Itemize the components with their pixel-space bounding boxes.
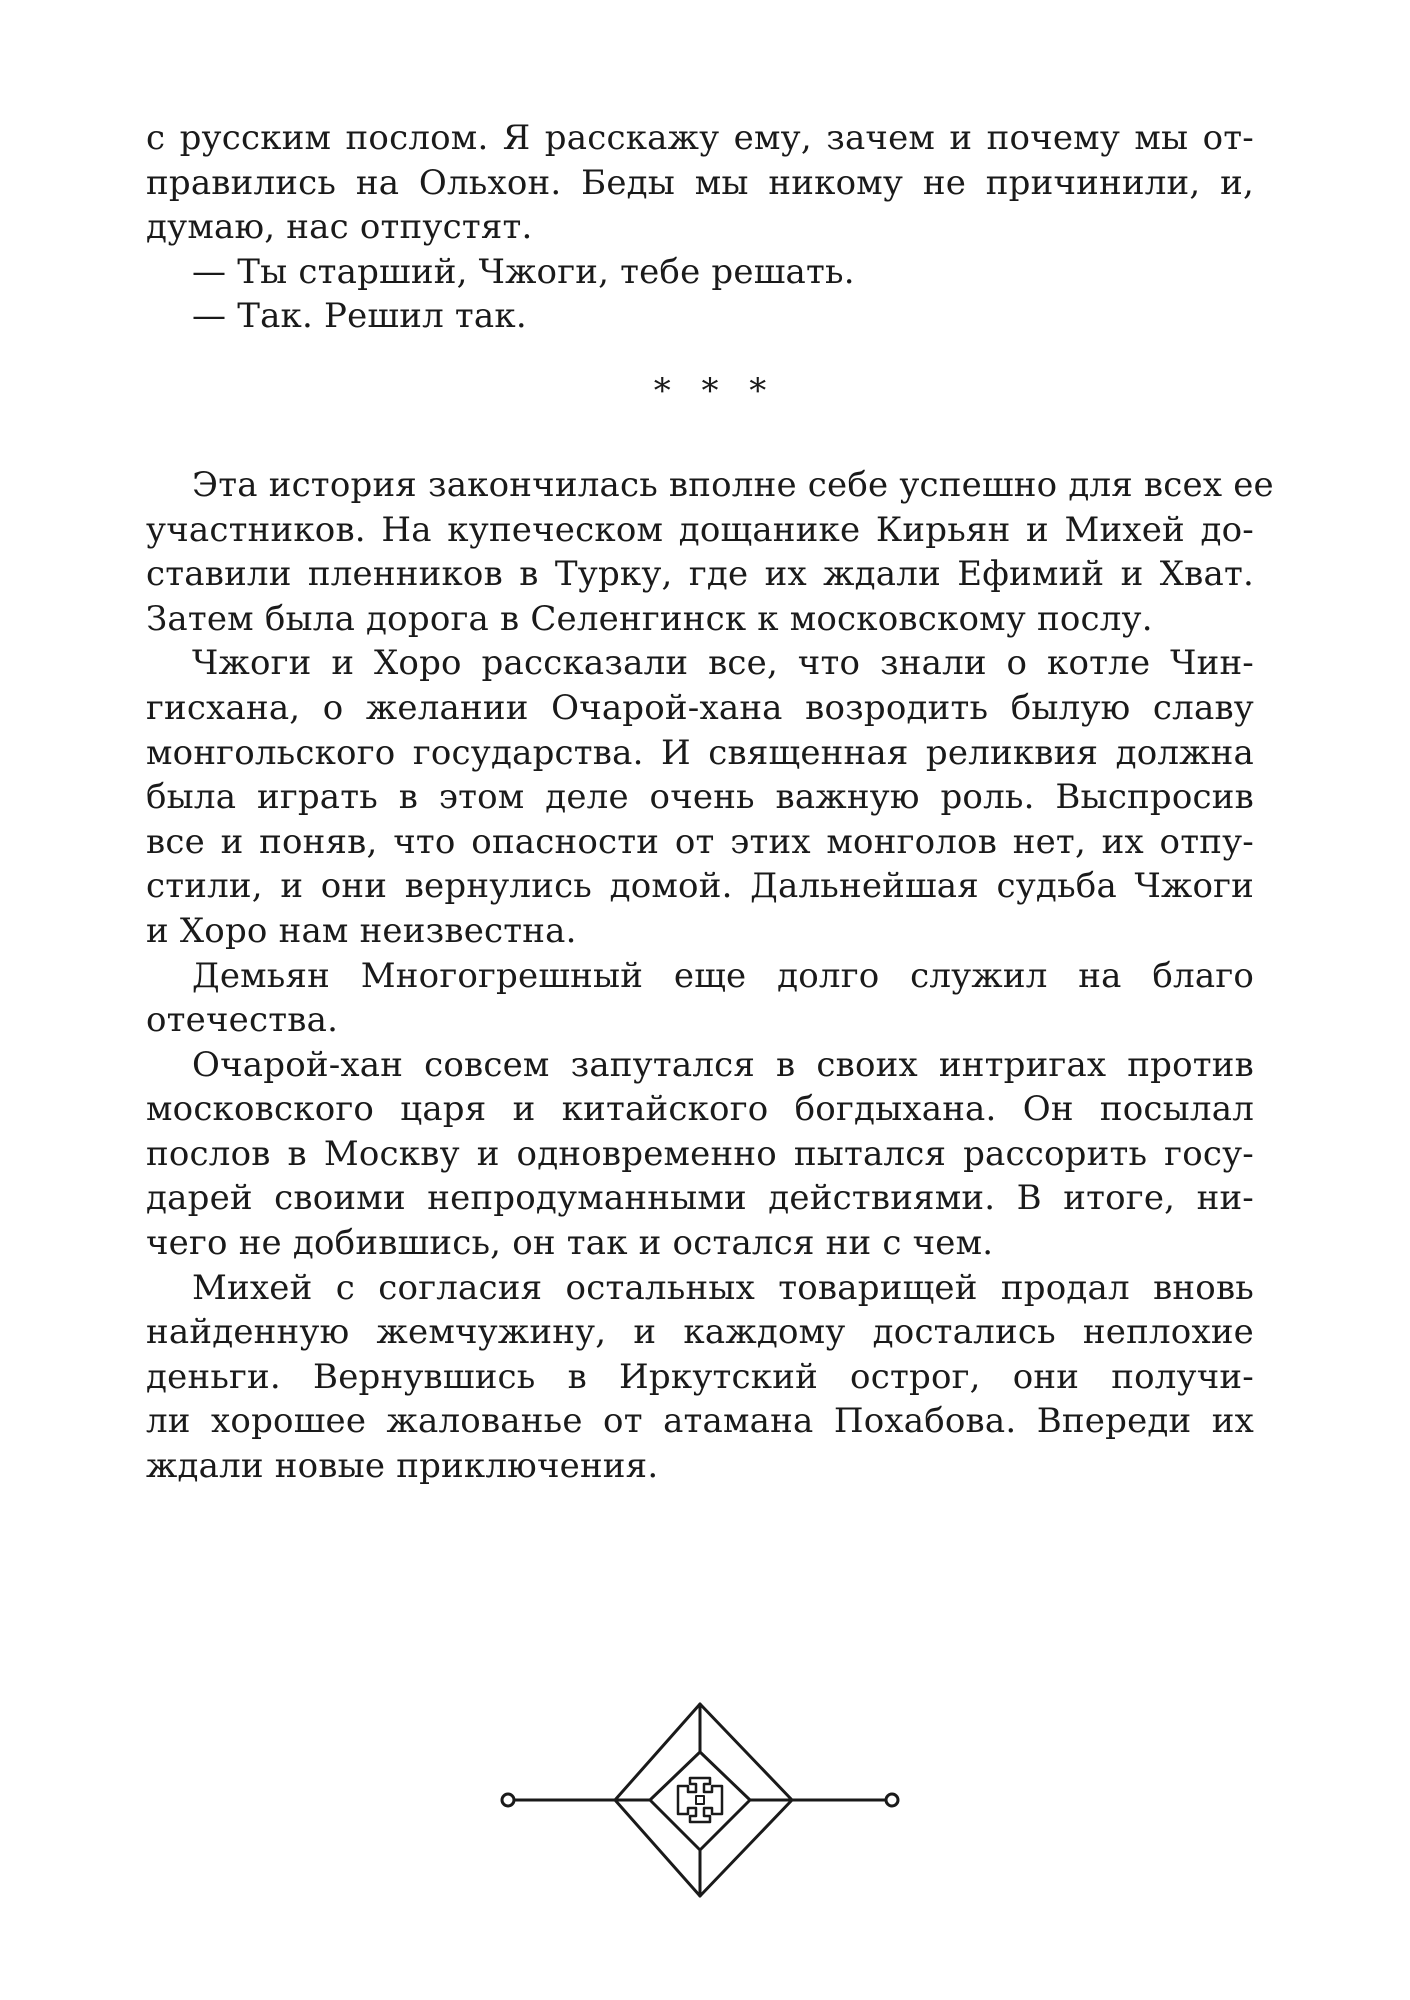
text-line: найденную жемчужину, и каждому достались неплохие bbox=[146, 1312, 1254, 1353]
text-line: и Хоро нам неизвестна. bbox=[146, 910, 577, 951]
paragraph bbox=[146, 1043, 1254, 1266]
text-line: дарей своими непродуманными действиями. В итоге, ни- bbox=[146, 1178, 1254, 1219]
text-line: ставили пленников в Турку, где их ждали Ефимий и Хват. bbox=[146, 554, 1254, 595]
text-line: чего не добившись, он так и остался ни с чем. bbox=[146, 1223, 994, 1264]
text-line: была играть в этом деле очень важную роль. Выспросив bbox=[146, 777, 1254, 818]
text-line: монгольского государства. И священная реликвия должна bbox=[146, 732, 1254, 773]
text-line: отечества. bbox=[146, 1000, 339, 1041]
text-line: московского царя и китайского богдыхана. Он посылал bbox=[146, 1089, 1254, 1130]
text-line: Эта история закончилась вполне себе успешно для всех ее bbox=[192, 464, 1274, 505]
dialogue-line: — Так. Решил так. bbox=[192, 296, 527, 337]
text-line: Затем была дорога в Селенгинск к московскому послу. bbox=[146, 598, 1153, 639]
text-line: Демьян Многогрешный еще долго служил на благо bbox=[192, 955, 1254, 996]
text-line: деньги. Вернувшись в Иркутский острог, они получи- bbox=[146, 1356, 1254, 1397]
text-line: стили, и они вернулись домой. Дальнейшая судьба Чжоги bbox=[146, 866, 1254, 907]
paragraph bbox=[146, 463, 1274, 641]
text-line: Чжоги и Хоро рассказали все, что знали о котле Чин- bbox=[192, 643, 1254, 684]
text-line: с русским послом. Я расскажу ему, зачем и почему мы от- bbox=[146, 118, 1254, 158]
text-line: ли хорошее жалованье от атамана Похабова. Впереди их bbox=[146, 1401, 1254, 1442]
text-line: ждали новые приключения. bbox=[146, 1446, 659, 1487]
text-line: думаю, нас отпустят. bbox=[146, 207, 533, 248]
book-page-text bbox=[146, 116, 1274, 1489]
text-line: послов в Москву и одновременно пытался рассорить госу- bbox=[146, 1133, 1254, 1174]
section-break-asterisks: * * * bbox=[653, 370, 777, 411]
text-line: участников. На купеческом дощанике Кирьян и Михей до- bbox=[146, 509, 1254, 550]
paragraph bbox=[146, 641, 1254, 953]
text-line: Очарой-хан совсем запутался в своих интригах против bbox=[192, 1044, 1254, 1085]
text-line: гисхана, о желании Очарой-хана возродить былую славу bbox=[146, 687, 1254, 728]
paragraph bbox=[146, 1266, 1254, 1489]
diamond-cross-ornament-icon bbox=[500, 1700, 900, 1900]
paragraph bbox=[146, 954, 1254, 1043]
text-line: все и поняв, что опасности от этих монголов нет, их отпу- bbox=[146, 821, 1254, 862]
dialogue-line: — Ты старший, Чжоги, тебе решать. bbox=[192, 251, 855, 292]
text-line: правились на Ольхон. Беды мы никому не причинили, и, bbox=[146, 162, 1254, 203]
text-line: Михей с согласия остальных товарищей продал вновь bbox=[192, 1267, 1254, 1308]
